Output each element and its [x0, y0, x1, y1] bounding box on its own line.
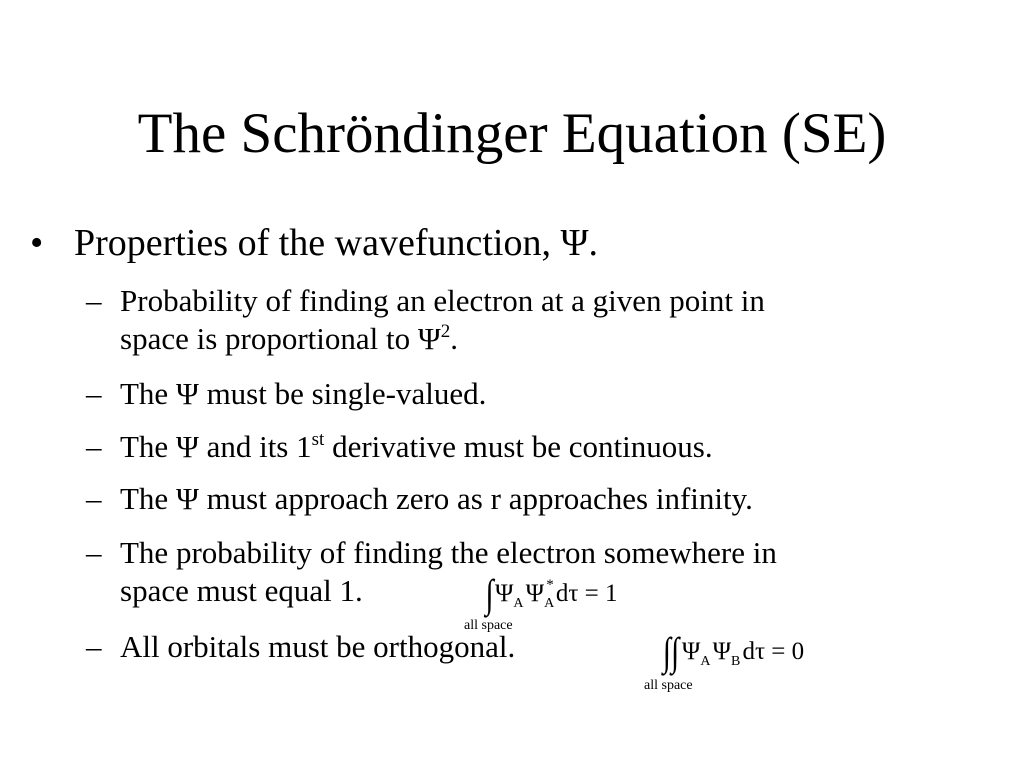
- sub-item-text: All orbitals must be orthogonal.: [120, 629, 516, 664]
- dash-mark: –: [86, 429, 102, 464]
- sub-item-probability: [86, 282, 986, 358]
- dash-mark: –: [86, 283, 102, 318]
- superscript: 2: [440, 321, 451, 342]
- dash-mark: –: [86, 481, 102, 516]
- subscript: A: [544, 596, 555, 611]
- sub-item-text: The probability of finding the electron somewhere in: [120, 535, 777, 570]
- sub-item-single-valued: [86, 375, 986, 413]
- differential: dτ: [742, 638, 766, 665]
- sub-item-text: [120, 428, 986, 466]
- superscript: st: [311, 429, 325, 450]
- conjugate-star: *: [546, 577, 554, 593]
- sub-item-continuous: [86, 428, 986, 466]
- normalization-equation: [464, 570, 618, 633]
- sub-item-text: The Ψ must be single-valued.: [120, 376, 487, 411]
- integral-sign: ∫: [485, 571, 494, 616]
- equation-rhs: = 0: [771, 638, 805, 665]
- sub-item-text-cont: [120, 320, 986, 358]
- integral-limit: all space: [464, 618, 513, 633]
- bullet-mark: •: [30, 222, 44, 264]
- psi-symbol: Ψ: [681, 638, 701, 665]
- dash-mark: –: [86, 535, 102, 570]
- sub-item-orthogonal: [86, 628, 986, 666]
- text-fragment: The Ψ and its 1: [120, 429, 312, 464]
- psi-symbol: Ψ: [712, 638, 732, 665]
- slide-title: The Schröndinger Equation (SE): [137, 102, 887, 165]
- text-fragment: .: [450, 321, 458, 356]
- sub-item-approach-zero: [86, 480, 986, 518]
- differential: dτ: [555, 580, 579, 607]
- double-integral-sign: ∫∫: [662, 629, 680, 674]
- subscript: A: [513, 596, 524, 611]
- subscript: A: [700, 654, 711, 669]
- integral-limit: all space: [644, 678, 693, 693]
- orthogonality-equation: [644, 629, 805, 693]
- subscript: B: [731, 654, 741, 669]
- main-bullet: [30, 220, 598, 266]
- sub-item-text: Probability of finding an electron at a given point in: [120, 283, 765, 318]
- sub-item-text: The Ψ must approach zero as r approaches infinity.: [120, 481, 753, 516]
- main-bullet-text: Properties of the wavefunction, Ψ.: [74, 222, 599, 264]
- text-fragment: space is proportional to Ψ: [120, 321, 441, 356]
- text-fragment: derivative must be continuous.: [324, 429, 713, 464]
- equation-rhs: = 1: [584, 580, 618, 607]
- psi-symbol: Ψ: [494, 580, 514, 607]
- dash-mark: –: [86, 376, 102, 411]
- dash-mark: –: [86, 629, 102, 664]
- psi-symbol: Ψ: [525, 580, 545, 607]
- sub-item-text-cont: space must equal 1.: [120, 573, 363, 608]
